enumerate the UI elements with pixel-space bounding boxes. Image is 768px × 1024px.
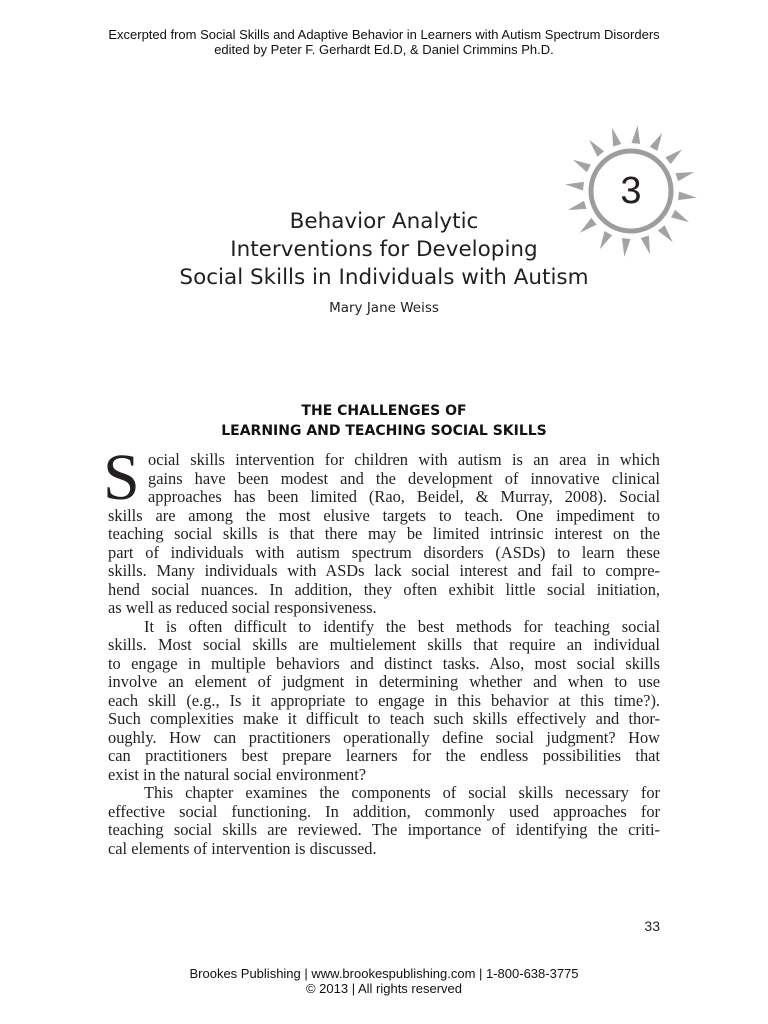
paragraph-2 bbox=[108, 618, 660, 785]
chapter-title-line-1: Behavior Analytic bbox=[289, 209, 479, 234]
body-text bbox=[108, 451, 660, 858]
text-line: hend social nuances. In addition, they often exhibit little social initiation, bbox=[108, 579, 660, 599]
text-line: effective social functioning. In addition, commonly used approaches for bbox=[108, 801, 660, 821]
drop-cap: S bbox=[103, 441, 140, 514]
text-line: cal elements of intervention is discussed. bbox=[108, 838, 377, 858]
text-line: It is often difficult to identify the best methods for teaching social bbox=[144, 616, 660, 636]
section-heading-line-1: THE CHALLENGES OF bbox=[301, 403, 467, 419]
excerpt-header-line-2: edited by Peter F. Gerhardt Ed.D, & Daniel Crimmins Ph.D. bbox=[214, 42, 554, 57]
text-line: as well as reduced social responsiveness. bbox=[108, 598, 377, 617]
text-line: ocial skills intervention for children with autism is an area in which bbox=[148, 450, 660, 469]
text-line: This chapter examines the components of social skills necessary for bbox=[144, 783, 660, 802]
section-heading-line-2: LEARNING AND TEACHING SOCIAL SKILLS bbox=[221, 423, 547, 439]
paragraph-1 bbox=[108, 451, 660, 618]
text-line: each skill (e.g., Is it appropriate to engage in this behavior at this time?). bbox=[108, 690, 660, 710]
text-line: exist in the natural social environment? bbox=[108, 764, 367, 784]
text-line: to engage in multiple behaviors and distinct tasks. Also, most social skills bbox=[108, 653, 660, 673]
text-line: skills. Many individuals with ASDs lack social interest and fail to compre- bbox=[108, 561, 660, 580]
text-line: can practitioners best prepare learners for the endless possibilities that bbox=[108, 746, 660, 765]
publisher-footer-line-2: © 2013 | All rights reserved bbox=[305, 981, 463, 996]
text-line: involve an element of judgment in determining whether and when to use bbox=[108, 672, 660, 691]
text-line: skills are among the most elusive targets to teach. One impediment to bbox=[108, 505, 660, 525]
chapter-number: 3 bbox=[620, 170, 642, 212]
publisher-footer-line-1: Brookes Publishing | www.brookespublishing.com | 1-800-638-3775 bbox=[189, 966, 579, 981]
chapter-author: Mary Jane Weiss bbox=[329, 300, 439, 316]
chapter-title-line-2: Interventions for Developing bbox=[230, 237, 538, 262]
text-line: teaching social skills is that there may be limited intrinsic interest on the bbox=[108, 524, 660, 543]
text-line: approaches has been limited (Rao, Beidel, & Murray, 2008). Social bbox=[148, 487, 660, 506]
excerpt-header-line-1: Excerpted from Social Skills and Adaptive Behavior in Learners with Autism Spectrum Disorders bbox=[108, 27, 660, 42]
text-line: gains have been modest and the development of innovative clinical bbox=[148, 468, 660, 488]
paragraph-3 bbox=[108, 784, 660, 858]
text-line: skills. Most social skills are multielement skills that require an individual bbox=[108, 635, 660, 654]
page-number: 33 bbox=[644, 918, 660, 934]
text-line: teaching social skills are reviewed. The importance of identifying the criti- bbox=[108, 820, 660, 839]
text-line: oughly. How can practitioners operationally define social judgment? How bbox=[108, 727, 660, 747]
text-line: Such complexities make it difficult to teach such skills effectively and thor- bbox=[108, 709, 660, 728]
text-line: part of individuals with autism spectrum disorders (ASDs) to learn these bbox=[108, 542, 660, 562]
chapter-title-line-3: Social Skills in Individuals with Autism bbox=[179, 265, 589, 290]
